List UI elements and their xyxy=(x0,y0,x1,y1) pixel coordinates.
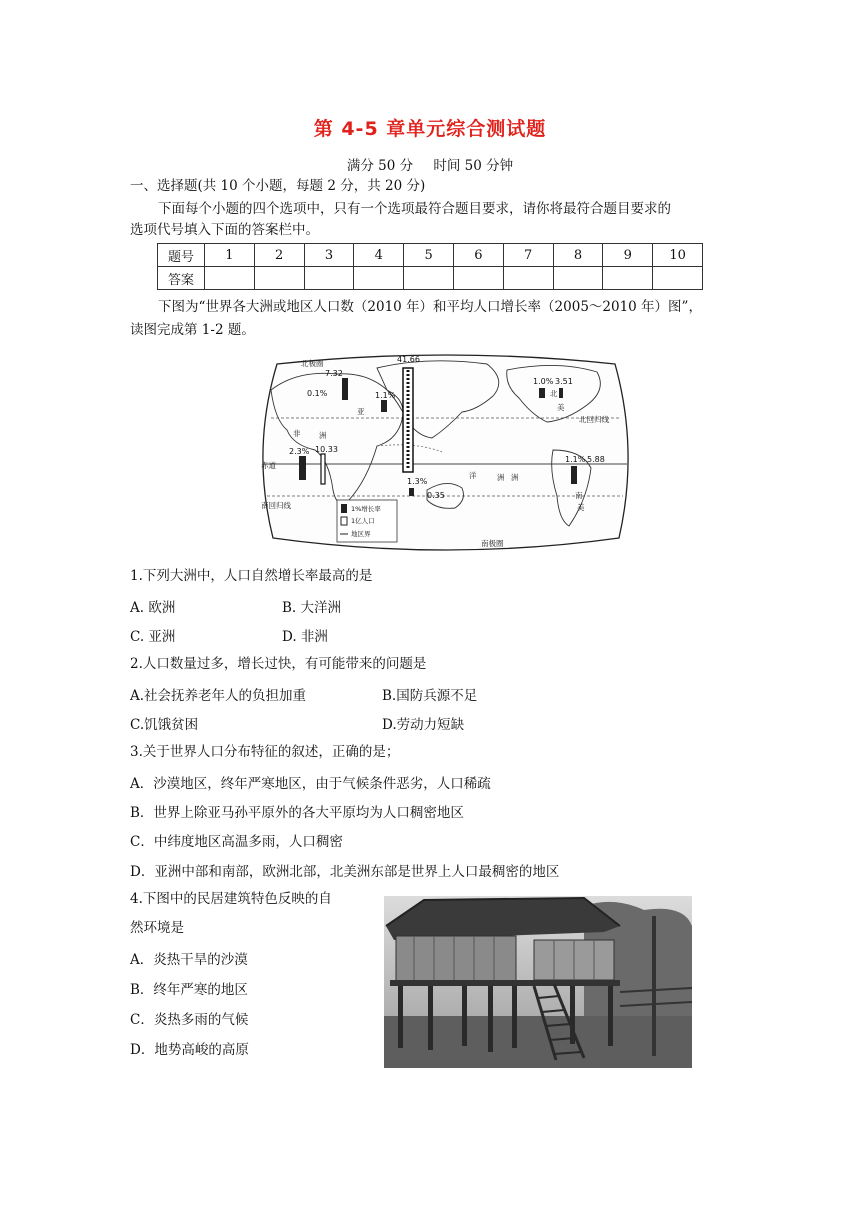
map-region-label: 亚 xyxy=(357,407,365,416)
map-value-label: 10.33 xyxy=(315,445,338,454)
question-1-option-b: B. 大洋洲 xyxy=(282,600,342,616)
question-4-option-c: C．炎热多雨的气候 xyxy=(130,1012,249,1028)
map-value-label: 2.3% xyxy=(289,447,310,456)
question-3-option-a: A．沙漠地区，终年严寒地区，由于气候条件恶劣，人口稀疏 xyxy=(130,776,491,792)
question-number-cell: 7 xyxy=(503,244,553,267)
question-number-cell: 5 xyxy=(404,244,454,267)
map-value-label: 5.88 xyxy=(587,455,605,464)
question-number-cell: 4 xyxy=(354,244,404,267)
map-value-label: 3.51 xyxy=(555,377,573,386)
answer-cell[interactable] xyxy=(205,267,255,290)
map-region-label: 南回归线 xyxy=(261,501,291,510)
map-value-label: 1.3% xyxy=(407,477,428,486)
europe-population-bar xyxy=(342,378,348,400)
instruction-line-1: 下面每个小题的四个选项中，只有一个选项最符合题目要求，请你将最符合题目要求的 xyxy=(158,201,671,217)
map-value-label: 1.1% xyxy=(565,455,586,464)
map-region-label: 非 xyxy=(293,429,301,438)
north-america-growth-bar xyxy=(539,388,545,398)
question-3-stem: 3.关于世界人口分布特征的叙述，正确的是； xyxy=(130,744,400,760)
full-score: 满分 50 分 xyxy=(346,158,414,174)
answer-table xyxy=(157,243,703,290)
answer-table-number-row xyxy=(158,244,703,267)
map-intro-line-2: 读图完成第 1-2 题。 xyxy=(130,322,255,338)
question-4-option-b: B．终年严寒的地区 xyxy=(130,982,248,998)
map-value-label: 0.1% xyxy=(307,389,328,398)
question-1-stem: 1.下列大洲中，人口自然增长率最高的是 xyxy=(130,568,373,584)
time-limit: 时间 50 分钟 xyxy=(433,158,514,174)
exam-meta xyxy=(0,154,860,174)
question-number-cell: 9 xyxy=(603,244,653,267)
answer-table-answer-row xyxy=(158,267,703,290)
question-number-cell: 6 xyxy=(453,244,503,267)
question-1-option-c: C. 亚洲 xyxy=(130,629,176,645)
north-america-population-bar xyxy=(559,388,563,398)
map-region-label: 赤道 xyxy=(261,461,276,470)
map-region-label: 洲 xyxy=(319,431,327,440)
map-region-label: 洲 xyxy=(511,473,519,482)
map-region-label: 南 xyxy=(575,491,583,500)
answer-cell[interactable] xyxy=(553,267,603,290)
map-region-label: 北极圈 xyxy=(301,359,324,368)
map-region-label: 北回归线 xyxy=(579,415,609,424)
answer-cell[interactable] xyxy=(453,267,503,290)
world-population-map xyxy=(257,350,635,555)
question-4-option-d: D．地势高峻的高原 xyxy=(130,1042,249,1058)
map-region-label: 美 xyxy=(557,403,565,412)
question-2-option-c: C.饥饿贫困 xyxy=(130,717,199,733)
question-number-cell: 10 xyxy=(653,244,703,267)
legend-population-label: 1亿人口 xyxy=(351,517,375,525)
question-1-option-d: D. 非洲 xyxy=(282,629,328,645)
map-region-label: 美 xyxy=(577,503,585,512)
question-number-cell: 8 xyxy=(553,244,603,267)
map-value-label: 41.66 xyxy=(397,355,420,364)
answer-cell[interactable] xyxy=(404,267,454,290)
question-3-option-c: C．中纬度地区高温多雨，人口稠密 xyxy=(130,834,343,850)
question-number-cell: 1 xyxy=(205,244,255,267)
answer-table-answer-header: 答案 xyxy=(158,267,205,290)
answer-cell[interactable] xyxy=(254,267,304,290)
question-3-option-b: B．世界上除亚马孙平原外的各大平原均为人口稠密地区 xyxy=(130,805,464,821)
asia-growth-bar xyxy=(381,400,387,412)
question-2-option-d: D.劳动力短缺 xyxy=(382,717,465,733)
answer-table-number-header: 题号 xyxy=(158,244,205,267)
house-floor xyxy=(390,980,620,986)
africa-population-bar xyxy=(321,454,325,484)
legend-boundary-label: 地区界 xyxy=(351,530,371,538)
answer-cell[interactable] xyxy=(653,267,703,290)
question-2-stem: 2.人口数量过多，增长过快，有可能带来的问题是 xyxy=(130,656,427,672)
question-1-option-a: A. 欧洲 xyxy=(130,600,176,616)
page-title: 第 4-5 章单元综合测试题 xyxy=(313,118,547,140)
map-value-label: 7.32 xyxy=(325,369,343,378)
question-number-cell: 2 xyxy=(254,244,304,267)
question-2-option-a: A.社会抚养老年人的负担加重 xyxy=(130,688,307,704)
map-region-label: 洋 xyxy=(469,471,477,480)
map-value-label: 1.0% xyxy=(533,377,554,386)
question-4-option-a: A．炎热干旱的沙漠 xyxy=(130,952,248,968)
stilt-house-photo xyxy=(384,896,692,1068)
legend-growth-label: 1%增长率 xyxy=(351,505,381,513)
question-3-option-d: D．亚洲中部和南部，欧洲北部，北美洲东部是世界上人口最稠密的地区 xyxy=(130,864,560,880)
answer-cell[interactable] xyxy=(603,267,653,290)
question-4-stem-line-2: 然环境是 xyxy=(130,920,184,936)
question-2-option-b: B.国防兵源不足 xyxy=(382,688,478,704)
map-intro-line-1: 下图为“世界各大洲或地区人口数（2010 年）和平均人口增长率（2005～2010 年）图”， xyxy=(158,299,702,315)
map-region-label: 洲 xyxy=(497,473,505,482)
map-region-label: 南极圈 xyxy=(481,539,504,548)
section-heading: 一、选择题(共 10 个小题，每题 2 分，共 20 分) xyxy=(130,178,426,194)
question-4-stem-line-1: 4.下图中的民居建筑特色反映的自 xyxy=(130,891,332,907)
south-america-population-bar xyxy=(571,466,577,484)
map-region-label: 北 xyxy=(550,389,558,398)
answer-cell[interactable] xyxy=(503,267,553,290)
answer-cell[interactable] xyxy=(304,267,354,290)
map-value-label: 1.1% xyxy=(375,391,396,400)
instruction-line-2: 选项代号填入下面的答案栏中。 xyxy=(130,222,319,238)
map-value-label: 0.35 xyxy=(427,491,445,500)
africa-growth-bar xyxy=(299,456,306,480)
question-number-cell: 3 xyxy=(304,244,354,267)
answer-cell[interactable] xyxy=(354,267,404,290)
oceania-growth-bar xyxy=(409,488,414,496)
